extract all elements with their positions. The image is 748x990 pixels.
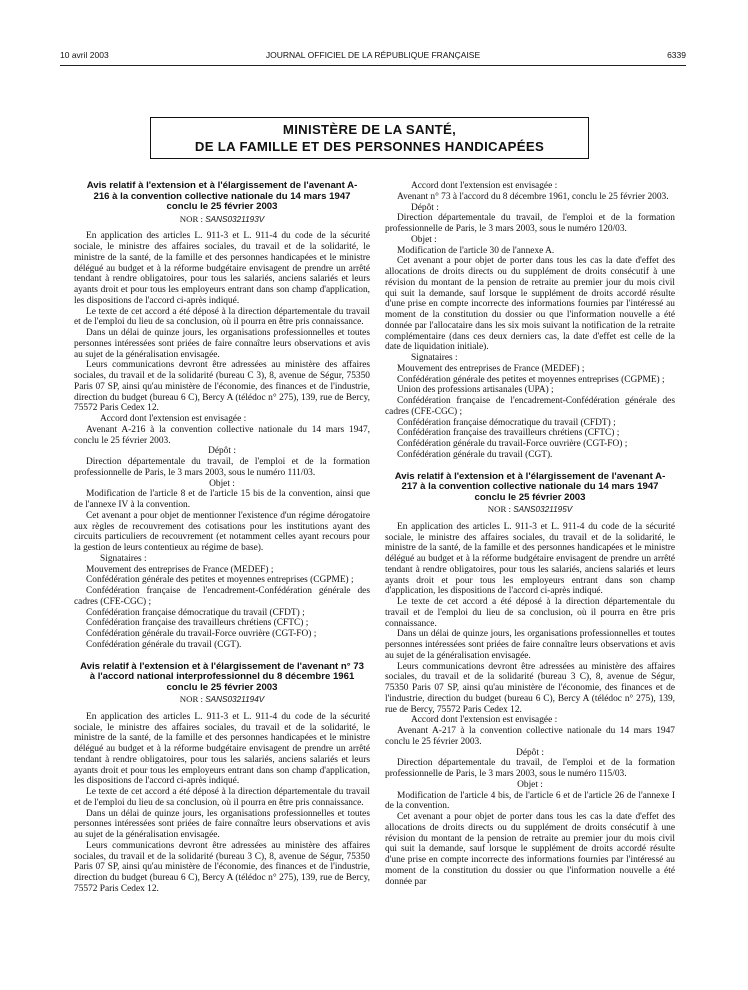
signataires-label: Signataires :	[411, 353, 458, 363]
accord-label: Accord dont l'extension est envisagée :	[100, 414, 247, 424]
depot-text: Direction départementale du travail, de l'emploi et de la formation professionnelle de Paris, le 3 mars 2003, sous le numéro 111/03.	[74, 457, 370, 478]
signataires-label: Signataires :	[100, 553, 147, 564]
signatory: Confédération française démocratique du travail (CFDT) ;	[397, 417, 616, 428]
signatory: Confédération française des travailleurs chrétiens (CFTC) ;	[86, 618, 309, 629]
objet-label: Objet :	[411, 234, 437, 245]
paragraph: Le texte de cet accord a été déposé à la direction départementale du travail et de l'emploi du lieu de sa conclusion, où il pourra en être pris connaissance.	[385, 597, 675, 629]
page-header	[60, 50, 686, 66]
signatory: Confédération générale des petites et moyennes entreprises (CGPME) ;	[86, 575, 354, 586]
nor-code: SANS0321194V	[205, 695, 265, 704]
accord-label: Accord dont l'extension est envisagée :	[411, 181, 558, 191]
accord-text: Avenant n° 73 à l'accord du 8 décembre 1961, conclu le 25 février 2003.	[397, 191, 669, 202]
paragraph: En application des articles L. 911-3 et L. 911-4 du code de la sécurité sociale, le ministre des affaires sociales, du travail et de la solidarité, le ministre de la santé, de la famille et des personnes handicapées et le ministre délégué au budget et à la réforme budgétaire envisagent de prendre un arrêté tendant à rendre obligatoires, pour tous les salariés, anciens salariés et leurs ayants droit et pour tous les employeurs entrant dans son champ d'application, les dispositions de l'accord ci-après indiqué.	[385, 521, 675, 597]
paragraph: Dans un délai de quinze jours, les organisations professionnelles et toutes personnes intéressées sont priées de faire connaître leurs observations et avis au sujet de la généralisation envisagée.	[74, 808, 370, 840]
notice-title: Avis relatif à l'extension et à l'élargissement de l'avenant A-217 à la convention collective nationale du 14 mars 1947 conclu le 25 février 2003	[394, 470, 666, 503]
depot-label: Dépôt :	[411, 202, 439, 213]
objet-text: Modification de l'article 4 bis, de l'article 6 et de l'article 26 de l'annexe I de la convention.	[385, 790, 675, 812]
paragraph: Dans un délai de quinze jours, les organisations professionnelles et toutes personnes intéressées sont priées de faire connaître leurs observations et avis au sujet de la généralisation envisagée.	[74, 328, 370, 360]
depot-text: Direction départementale du travail, de l'emploi et de la formation professionnelle de Paris, le 3 mars 2003, sous le numéro 120/03.	[385, 213, 675, 234]
objet-text: Cet avenant a pour objet de porter dans tous les cas la date d'effet des allocations de droits directs ou du supplément de droits consécutif à une révision du montant de la pension de retraite au premier jour du mois civil qui suit la demande, sauf lorsque le supplément de droits accordé résulte d'une prise en compte incorrecte des informations fournies par l'intéressé au moment de la constitution du dossier ou que l'information nouvelle a été donnée par l'allocataire dans les six mois suivant la notification de la retraite complémentaire (dans ces deux derniers cas, la date d'effet est celle de la date de liquidation initiale).	[385, 256, 675, 353]
objet-text: Modification de l'article 30 de l'annexe A.	[397, 245, 555, 256]
notice-a217	[385, 472, 675, 888]
notice-title: Avis relatif à l'extension et à l'élargissement de l'avenant n° 73 à l'accord national interprofessionnel du 8 décembre 1961 conclu le 25 février 2003	[80, 660, 364, 693]
accord-label: Accord dont l'extension est envisagée :	[411, 715, 558, 726]
journal-title: JOURNAL OFFICIEL DE LA RÉPUBLIQUE FRANÇAISE	[265, 50, 481, 60]
paragraph: Leurs communications devront être adressées au ministère des affaires sociales, du travail et de la solidarité (bureau 3 C), 8, avenue de Ségur, 75350 Paris 07 SP, ainsi qu'au ministère de l'économie, des finances et de l'industrie, direction du budget (bureau 6 C), Bercy A (télédoc n° 275), 139, rue de Bercy, 75572 Paris Cedex 12.	[385, 661, 675, 715]
nor-label: NOR :	[487, 504, 511, 514]
page-number: 6339	[667, 50, 686, 60]
nor-reference	[74, 214, 370, 226]
nor-reference	[74, 694, 370, 706]
nor-label: NOR :	[179, 213, 203, 224]
notice-n73	[74, 662, 370, 895]
nor-code: SANS0321193V	[205, 214, 265, 224]
ministry-heading-line2: DE LA FAMILLE ET DES PERSONNES HANDICAPÉES	[194, 139, 545, 154]
signatory: Mouvement des entreprises de France (MEDEF) ;	[397, 363, 585, 374]
signatory: Confédération française de l'encadrement-Confédération générale des cadres (CFE-CGC) ;	[385, 396, 675, 417]
nor-label: NOR :	[179, 694, 203, 704]
accord-text: Avenant A-216 à la convention collective nationale du 14 mars 1947, conclu le 25 février 2003.	[74, 424, 370, 446]
paragraph: Le texte de cet accord a été déposé à la direction départementale du travail et de l'emploi du lieu de sa conclusion, où il pourra en être pris connaissance.	[74, 306, 370, 328]
signatory: Confédération française démocratique du travail (CFDT) ;	[86, 607, 305, 618]
ministry-heading-line1: MINISTÈRE DE LA SANTÉ,	[282, 122, 457, 137]
signatory: Confédération française des travailleurs chrétiens (CFTC) ;	[397, 428, 620, 439]
notice-title: Avis relatif à l'extension et à l'élargissement de l'avenant A-216 à la convention collective nationale du 14 mars 1947 conclu le 25 février 2003	[86, 180, 358, 212]
ministry-heading-box	[150, 117, 589, 159]
paragraph: En application des articles L. 911-3 et L. 911-4 du code de la sécurité sociale, le ministre des affaires sociales, du travail et de la solidarité, le ministre de la santé, de la famille et des personnes handicapées et le ministre délégué au budget et à la réforme budgétaire envisagent de prendre un arrêté tendant à rendre obligatoires, pour tous les salariés, anciens salariés et leurs ayants droit et pour tous les employeurs entrant dans son champ d'application, les dispositions de l'accord ci-après indiqué.	[74, 231, 370, 306]
signatory: Confédération générale du travail (CGT).	[397, 449, 553, 460]
header-rule	[60, 65, 686, 66]
paragraph: Leurs communications devront être adressées au ministère des affaires sociales, du travail et de la solidarité (bureau C 3), 8, avenue de Ségur, 75350 Paris 07 SP, ainsi qu'au ministère de l'économie, des finances et de l'industrie, direction du budget (bureau 6 C), Bercy A (télédoc n° 275), 139, rue de Bercy, 75572 Paris Cedex 12.	[74, 360, 370, 414]
notice-n73-continued	[385, 181, 675, 461]
depot-label: Dépôt :	[208, 446, 236, 457]
nor-reference	[385, 504, 675, 516]
objet-label: Objet :	[517, 779, 543, 790]
paragraph: Leurs communications devront être adressées au ministère des affaires sociales, du travail et de la solidarité (bureau 3 C), 8, avenue de Ségur, 75350 Paris 07 SP, ainsi qu'au ministère de l'économie, des finances et de l'industrie, direction du budget (bureau 6 C), Bercy A (télédoc n° 275), 139, rue de Bercy, 75572 Paris Cedex 12.	[74, 840, 370, 894]
signatory: Confédération générale des petites et moyennes entreprises (CGPME) ;	[397, 374, 665, 385]
paragraph: Le texte de cet accord a été déposé à la direction départementale du travail et de l'emploi du lieu de sa conclusion, où il pourra en être pris connaissance.	[74, 787, 370, 808]
signatory: Confédération française de l'encadrement-Confédération générale des cadres (CFE-CGC) ;	[74, 586, 370, 607]
depot-text: Direction départementale du travail, de l'emploi et de la formation professionnelle de Paris, le 3 mars 2003, sous le numéro 115/03.	[385, 758, 675, 779]
objet-text: Modification de l'article 8 et de l'article 15 bis de la convention, ainsi que de l'annexe IV à la convention.	[74, 489, 370, 510]
signatory: Union des professions artisanales (UPA) ;	[397, 385, 554, 396]
depot-label: Dépôt :	[516, 747, 544, 758]
right-column	[385, 181, 675, 887]
objet-text: Cet avenant a pour objet de mentionner l'existence d'un régime dérogatoire aux règles de recouvrement des cotisations pour les institutions ayant des circuits particuliers de recouvrement (et notamment celles ayant recours pour la gestion de leurs contentieux au régime de base).	[74, 510, 370, 553]
signatory: Confédération générale du travail-Force ouvrière (CGT-FO) ;	[86, 629, 317, 639]
header-date: 10 avril 2003	[60, 50, 109, 60]
paragraph: En application des articles L. 911-3 et L. 911-4 du code de la sécurité sociale, le ministre des affaires sociales, du travail et de la solidarité, le ministre de la santé, de la famille et des personnes handicapées et le ministre délégué au budget et à la réforme budgétaire envisagent de prendre un arrêté tendant à rendre obligatoires, pour tous les salariés, anciens salariés et leurs ayants droit et pour tous les employeurs entrant dans son champ d'application, les dispositions de l'accord ci-après indiqué.	[74, 711, 370, 787]
signatory: Confédération générale du travail-Force ouvrière (CGT-FO) ;	[397, 439, 628, 449]
objet-label: Objet :	[209, 478, 235, 489]
objet-text: Cet avenant a pour objet de porter dans tous les cas la date d'effet des allocations de droits directs ou du supplément de droits consécutif à une révision du montant de la pension de retraite au premier jour du mois civil qui suit la demande, sauf lorsque le supplément de droits accordé résulte d'une prise en compte incorrecte des informations fournies par l'intéressé au moment de la constitution du dossier ou que l'information nouvelle a été donnée par	[385, 812, 675, 887]
paragraph: Dans un délai de quinze jours, les organisations professionnelles et toutes personnes intéressées sont priées de faire connaître leurs observations et avis au sujet de la généralisation envisagée.	[385, 629, 675, 661]
signatory: Confédération générale du travail (CGT).	[86, 639, 242, 650]
nor-code: SANS0321195V	[513, 505, 573, 514]
notice-a216	[74, 181, 370, 651]
accord-text: Avenant A-217 à la convention collective nationale du 14 mars 1947 conclu le 25 février 2003.	[385, 726, 675, 747]
left-column	[74, 181, 370, 895]
signatory: Mouvement des entreprises de France (MEDEF) ;	[86, 564, 274, 575]
